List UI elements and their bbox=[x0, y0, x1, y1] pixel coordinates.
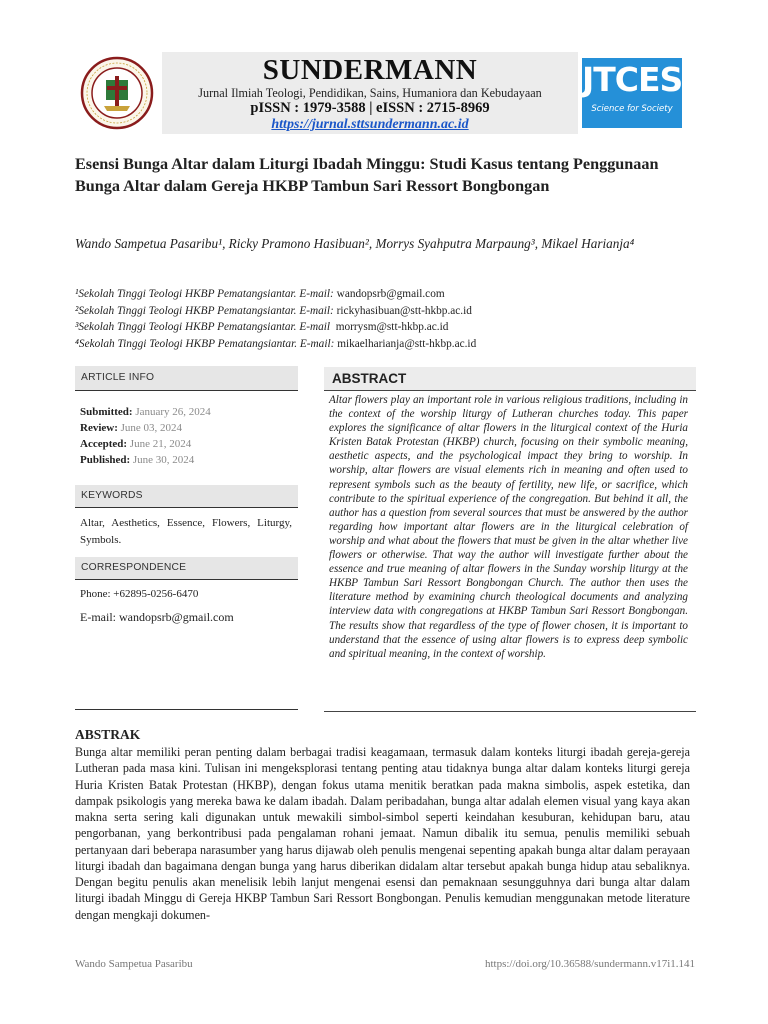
affiliation-list bbox=[75, 286, 690, 352]
affiliation-email[interactable]: mikaelharianja@stt-hkbp.ac.id bbox=[337, 337, 477, 350]
affiliation-institution: ⁴Sekolah Tinggi Teologi HKBP Pematangsiantar. E-mail: bbox=[75, 337, 335, 350]
date-value: June 21, 2024 bbox=[129, 438, 192, 450]
keywords-text: Altar, Aesthetics, Essence, Flowers, Liturgy, Symbols. bbox=[80, 517, 292, 546]
affiliation-institution: ¹Sekolah Tinggi Teologi HKBP Pematangsiantar. E-mail: bbox=[75, 288, 334, 300]
abstrak-heading: ABSTRAK bbox=[75, 727, 141, 742]
date-submitted bbox=[80, 404, 298, 420]
affiliation-item bbox=[75, 303, 690, 320]
date-label: Published: bbox=[80, 454, 131, 466]
abstrak-text: Bunga altar memiliki peran penting dalam berbagai tradisi keagamaan, termasuk dalam konteks liturgi ibadah gereja-gereja Lutheran pada masa kini. Tulisan ini mengeksplorasi tentang penting atau tidaknya bunga altar dalam konteks liturgi gereja Huria Kristen Batak Protestan (HKBP), dengan fokus utama menitik beratkan pada makna simbolis, aspek estetika, dan dampak psikologis yang mereka bawa ke dalam ibadah. Dalam peribadahan, bunga altar adalah elemen visual yang kaya akan makna serta sering kali digunakan untuk mewakili simbol-simbol seperti keindahan kesuburan, kehidupan baru, atau pengorbanan, yang berkontribusi pada pengalaman rohani jemaat. Namun dibalik itu semua, penulis memiliki sebuah pertanyaan dari beberapa narasumber yang harus dijawab oleh penulis mengenai sepenting apakah bunga altar dalam perayaan liturgi ibadah dan bagaimana dengan bunga yang harus diberikan didalam altar tersebut apakah bunga hidup atau sebaliknya. Dengan begitu penulis akan menelisik lebih lanjut mengenai esensi dan pemaknaan sesungguhnya dari bunga altar dalam liturgi ibadah Minggu di Gereja HKBP Tambun Sari Ressort Bongbongan. Penulis kemudian menggunakan metode literature dengan mengkaji dokumen- bbox=[75, 745, 690, 922]
affiliation-email[interactable]: rickyhasibuan@stt-hkbp.ac.id bbox=[336, 304, 472, 317]
abstract-divider bbox=[324, 390, 696, 391]
article-title: Esensi Bunga Altar dalam Liturgi Ibadah Minggu: Studi Kasus tentang Penggunaan Bunga Altar dalam Gereja HKBP Tambun Sari Ressort Bongbongan bbox=[75, 155, 659, 195]
date-label: Submitted: bbox=[80, 406, 133, 418]
abstract-text: Altar flowers play an important role in various religious traditions, including in the context of the worship liturgy of Lutheran churches today. This paper explores the significance of altar flowers in the liturgical context of the Huria Kristen Batak Protestan (HKBP) church, focusing on their symbolic meaning, aesthetic aspects, and the psychological impact they bring to worship. In worship, altar flowers are visual elements rich in meaning and often used to represent symbols such as the beauty of fertility, new life, or sacrifice, which contribute to the spiritual experience of the congregation. But behind it all, the author has a question from several sources that must be answered by the author regarding how important altar flowers are in the liturgical celebration of worship and what about the flowers that must be given in the altar whether live flowers or otherwise. That way the author will investigate further about the essence and true meaning of altar flowers in the Sunday worship liturgy at the HKBP Tambun Sari Ressort Bongbongan Church. The author then uses the literature method by examining church theological documents and analyzing interview data with congregations at HKBP Tambun Sari Ressort Bongbongan. The results show that regardless of the type of flower chosen, it is important to understand that the essence of using altar flowers is to express deep symbolic and spiritual meaning, in the context of worship. bbox=[329, 394, 688, 660]
affiliation-institution: ³Sekolah Tinggi Teologi HKBP Pematangsiantar. E-mail bbox=[75, 321, 331, 333]
date-published bbox=[80, 452, 298, 468]
date-review bbox=[80, 420, 298, 436]
author-list: Wando Sampetua Pasaribu¹, Ricky Pramono Hasibuan², Morrys Syahputra Marpaung³, Mikael Harianja⁴ bbox=[75, 236, 635, 251]
date-value: June 30, 2024 bbox=[132, 454, 195, 466]
correspondence-phone: Phone: +62895-0256-6470 bbox=[80, 588, 199, 600]
affiliation-institution: ²Sekolah Tinggi Teologi HKBP Pematangsiantar. E-mail: bbox=[75, 304, 334, 317]
date-label: Review: bbox=[80, 422, 118, 434]
sidebar-divider bbox=[75, 579, 298, 580]
article-info-heading: ARTICLE INFO bbox=[75, 366, 298, 390]
affiliation-email[interactable]: wandopsrb@gmail.com bbox=[336, 288, 445, 300]
date-value: January 26, 2024 bbox=[135, 406, 211, 418]
jtces-badge-subtitle: Science for Society bbox=[591, 104, 673, 114]
abstract-heading: ABSTRACT bbox=[324, 367, 696, 390]
affiliation-item bbox=[75, 286, 690, 303]
correspondence-email[interactable]: E-mail: wandopsrb@gmail.com bbox=[80, 610, 234, 624]
journal-url-link[interactable]: https://jurnal.sttsundermann.ac.id bbox=[271, 117, 469, 132]
sidebar-divider bbox=[75, 709, 298, 710]
abstract-divider bbox=[324, 711, 696, 712]
sidebar-divider bbox=[75, 507, 298, 508]
date-label: Accepted: bbox=[80, 438, 128, 450]
footer-author: Wando Sampetua Pasaribu bbox=[75, 958, 193, 970]
correspondence-heading: CORRESPONDENCE bbox=[75, 557, 298, 579]
affiliation-item bbox=[75, 319, 690, 336]
sidebar-divider bbox=[75, 390, 298, 391]
institution-seal-logo bbox=[80, 56, 154, 130]
affiliation-email[interactable]: morrysm@stt-hkbp.ac.id bbox=[335, 321, 449, 333]
jtces-badge-title: JTCES bbox=[582, 60, 683, 99]
journal-name: SUNDERMANN bbox=[262, 54, 478, 86]
article-dates bbox=[80, 404, 298, 468]
date-accepted bbox=[80, 436, 298, 452]
affiliation-item bbox=[75, 336, 690, 353]
journal-subtitle: Jurnal Ilmiah Teologi, Pendidikan, Sains, Humaniora dan Kebudayaan bbox=[198, 86, 542, 100]
issn-line: pISSN : 1979-3588 | eISSN : 2715-8969 bbox=[250, 100, 490, 116]
footer-doi-link[interactable]: https://doi.org/10.36588/sundermann.v17i1.141 bbox=[484, 958, 695, 970]
date-value: June 03, 2024 bbox=[120, 422, 183, 434]
keywords-heading: KEYWORDS bbox=[75, 485, 298, 507]
